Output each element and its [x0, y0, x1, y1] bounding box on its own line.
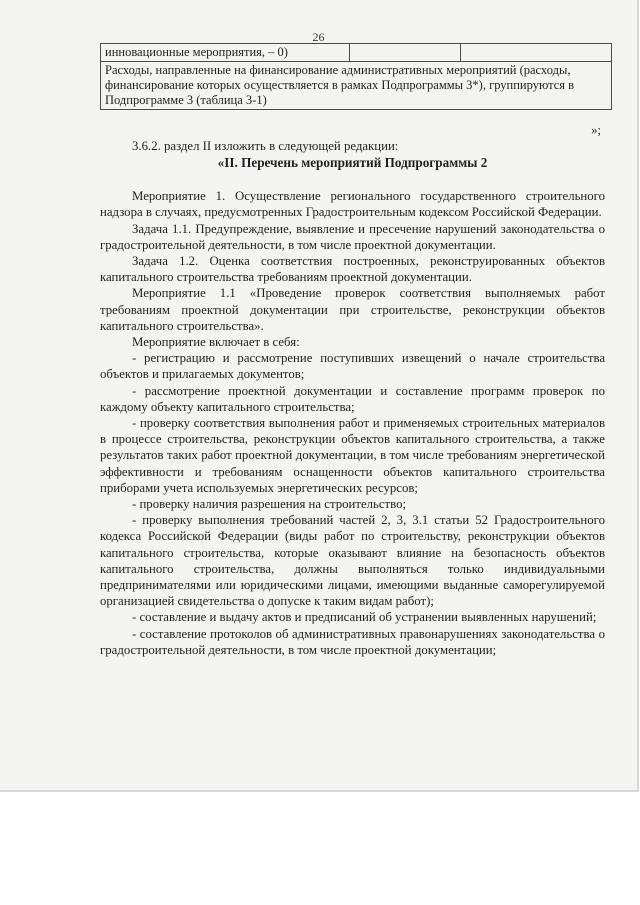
page-number: 26	[312, 30, 325, 44]
section-intro: 3.6.2. раздел II изложить в следующей редакции:	[132, 139, 399, 153]
list-item: - составление протоколов об административных правонарушениях законодательства о градостроительной деятельности, в том числе проектной документации;	[100, 626, 605, 657]
list-item: - проверку соответствия выполнения работ и применяемых строительных материалов в процессе строительства, реконструкции объектов капитального строительства, а также результатов таких работ проектной документации, в том числе требованиям энергетической эффективности и требованиям оснащенности объектов капитального строительства приборами учета используемых энергетических ресурсов;	[100, 416, 605, 495]
table-cell	[350, 44, 461, 62]
list-item: - проверку выполнения требований частей 2, 3, 3.1 статьи 52 Градостроительного кодекса Российской Федерации (виды работ по строительству, реконструкции объектов капитального строительства, которые оказывают влияние на безопасность объектов капитального строительства, должны выполняться только индивидуальными предпринимателями или юридическими лицами, имеющими выданные саморегулируемой организацией свидетельства о допуске к таким видам работ);	[100, 513, 605, 609]
paragraph: Задача 1.2. Оценка соответствия построенных, реконструированных объектов капитального строительства требованиям проектной документации.	[100, 254, 605, 285]
list-item: - регистрацию и рассмотрение поступивших извещений о начале строительства объектов и прилагаемых документов;	[100, 351, 605, 382]
document-body	[100, 138, 605, 658]
section-heading: «II. Перечень мероприятий Подпрограммы 2	[217, 155, 488, 171]
table-row	[101, 62, 612, 110]
paragraph: Мероприятие 1. Осуществление регионального государственного строительного надзора в случаях, предусмотренных Градостроительным кодексом Российской Федерации.	[100, 189, 605, 220]
table-cell	[461, 44, 612, 62]
paragraph: Задача 1.1. Предупреждение, выявление и пресечение нарушений законодательства о градостроительной деятельности, в том числе проектной документации.	[100, 221, 605, 252]
table-row	[101, 44, 612, 62]
paragraph: Мероприятие 1.1 «Проведение проверок соответствия выполняемых работ требованиям проектной документации при строительстве, реконструкции объектов капитального строительства».	[100, 286, 605, 333]
table-cell: Расходы, направленные на финансирование административных мероприятий (расходы, финансирование которых осуществляется в рамках Подпрограммы 3*), группируются в Подпрограмме 3 (таблица 3-1)	[101, 62, 612, 110]
list-item: - рассмотрение проектной документации и составление программ проверок по каждому объекту капитального строительства;	[100, 383, 605, 414]
table-cell: инновационные мероприятия, – 0)	[101, 44, 350, 62]
list-item: - проверку наличия разрешения на строительство;	[132, 497, 407, 512]
paragraph: Мероприятие включает в себя:	[132, 335, 300, 350]
expenses-table	[100, 43, 612, 110]
closing-quote: »;	[591, 123, 601, 137]
list-item: - составление и выдачу актов и предписаний об устранении выявленных нарушений;	[132, 610, 597, 625]
